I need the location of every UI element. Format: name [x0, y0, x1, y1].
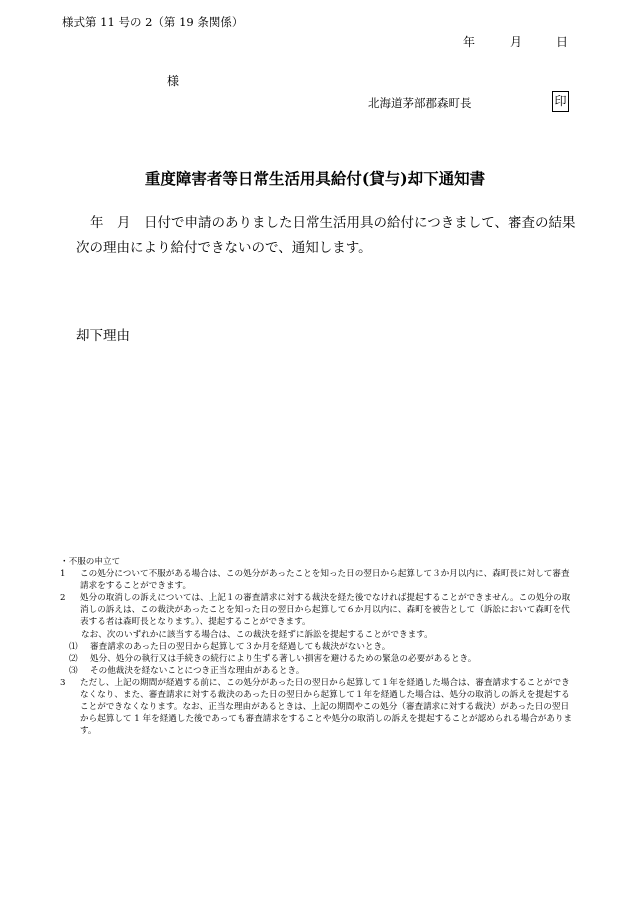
- body-line-2: 次の理由により給付できないので、通知します。: [76, 240, 372, 256]
- seal-box: 印: [552, 91, 569, 112]
- item-text: 処分の取消しの訴えについては、上記１の審査請求に対する裁決を経た後でなければ提起することができません。この処分の取消しの訴えは、この裁決があったことを知った日の翌日から起算して６か月以内に、森町を被告として（訴訟において森町を代表する者は森町長となります。）、提起することができます。: [80, 593, 571, 628]
- subitem-text: 処分、処分の執行又は手続きの続行により生ずる著しい損害を避けるための緊急の必要があるとき。: [90, 653, 477, 664]
- notice-item-1: [60, 568, 575, 592]
- form-number: 様式第 11 号の 2（第 19 条関係）: [62, 15, 244, 29]
- notice-subitem-2: [60, 653, 575, 665]
- item-number: 3: [60, 677, 66, 688]
- body-line-1: 年 月 日付で申請のありました日常生活用具の給付につきまして、審査の結果: [90, 215, 576, 231]
- subitem-number: ⑶: [69, 665, 78, 676]
- notice-subitem-3: [60, 665, 575, 677]
- issuer-name: 北海道茅部郡森町長: [368, 96, 472, 110]
- subitem-number: ⑵: [69, 653, 78, 664]
- subitem-text: その他裁決を経ないことにつき正当な理由があるとき。: [90, 665, 305, 676]
- subitem-number: ⑴: [69, 641, 78, 652]
- notice-heading: ・不服の申立て: [60, 557, 121, 567]
- document-title: 重度障害者等日常生活用具給付(貸与)却下通知書: [144, 169, 486, 188]
- item-text: この処分について不服がある場合は、この処分があったことを知った日の翌日から起算して３か月以内に、森町長に対して審査請求をすることができます。: [80, 569, 570, 592]
- item-number: 1: [60, 569, 66, 580]
- notice-item-2: [60, 592, 575, 628]
- item-number: 2: [60, 593, 66, 604]
- date-year-label: 年: [463, 35, 476, 49]
- date-month-label: 月: [510, 35, 523, 49]
- item-text: ただし、上記の期間が経過する前に、この処分があった日の翌日から起算して１年を経過した場合は、審査請求することができなくなり、また、審査請求に対する裁決のあった日の翌日から起算して１年を経過した場合は、処分の取消しの訴えを提起することができなくなります。なお、正当な理由があるときは、上記の期間やこの処分（審査請求に対する裁決）があった日の翌日から起算して 1 年を経過した後であっても審査請求をすることや処分の取消しの訴えを提起することが認められる場合があります。: [80, 677, 573, 737]
- date-day-label: 日: [556, 35, 569, 49]
- rejection-reason-label: 却下理由: [76, 328, 130, 344]
- addressee-honorific: 様: [167, 74, 180, 88]
- notice-item-3: [60, 677, 575, 737]
- subitem-text: 審査請求のあった日の翌日から起算して３か月を経過しても裁決がないとき。: [90, 641, 391, 652]
- notice-subitem-1: [60, 641, 575, 653]
- notice-item-2-note: なお、次のいずれかに該当する場合は、この裁決を経ずに訴訟を提起することができます。: [81, 629, 433, 640]
- appeal-notice: [60, 556, 575, 737]
